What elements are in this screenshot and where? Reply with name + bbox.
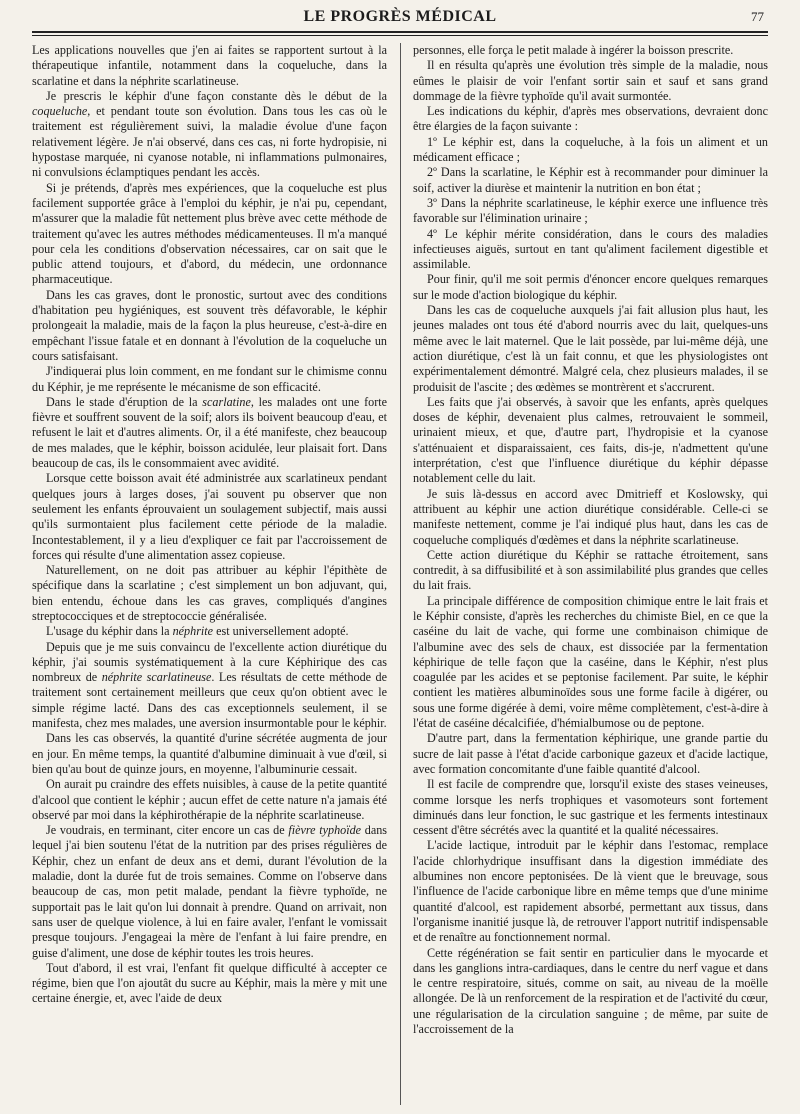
text-run: , les malades ont une forte fièvre et souffrent souvent de la soif; alors ils boivent beaucoup d'eau, et refusent le lait et d'autres aliments. Or, il a été manifeste, chez beaucoup de mes malades, que le képhir, boisson acidulée, leur plaisait fort. Dans beaucoup de cas, ils le consommaient avec avidité. bbox=[32, 394, 387, 471]
paragraph bbox=[32, 731, 387, 777]
text-run: Pour finir, qu'il me soit permis d'énoncer encore quelques remarques sur le mode d'action biologique du képhir. bbox=[413, 272, 768, 302]
right-column bbox=[413, 43, 768, 1105]
paragraph bbox=[32, 471, 387, 563]
italic-term: fièvre typhoïde bbox=[288, 823, 362, 838]
column-divider bbox=[400, 43, 401, 1105]
text-run: Il en résulta qu'après une évolution très simple de la maladie, nous eûmes le plaisir de voir l'enfant sortir sain et sauf et sans grand dommage de la fièvre typhoïde qu'il avait surmontée. bbox=[413, 58, 768, 103]
text-run: On aurait pu craindre des effets nuisibles, à cause de la petite quantité d'alcool que contient le képhir ; aucun effet de cette nature n'a jamais été observé par moi dans la képhirothérapie de la néphrite scarlatineuse. bbox=[32, 777, 387, 822]
paragraph bbox=[413, 487, 768, 548]
paragraph bbox=[413, 946, 768, 1038]
journal-title: LE PROGRÈS MÉDICAL bbox=[303, 8, 497, 25]
italic-term: néphrite bbox=[172, 624, 214, 639]
page-number: 77 bbox=[751, 9, 764, 24]
paragraph bbox=[32, 364, 387, 395]
text-run: Je suis là-dessus en accord avec Dmitrieff et Koslowsky, qui attribuent au képhir une action diurétique considérable. Celle-ci se manifeste nettement, comme je l'ai indiqué plus haut, dans les cas de coqueluche compliqués d'œdèmes et dans la néphrite scarlatineuse. bbox=[413, 486, 768, 547]
paragraph bbox=[32, 563, 387, 624]
text-run: Dans le stade d'éruption de la bbox=[46, 394, 203, 409]
text-run: Les indications du képhir, d'après mes observations, devraient donc être élargies de la façon suivante : bbox=[413, 104, 768, 134]
paragraph bbox=[413, 165, 768, 196]
paragraph bbox=[413, 731, 768, 777]
paragraph bbox=[32, 288, 387, 364]
article-body bbox=[32, 43, 768, 1105]
paragraph bbox=[413, 303, 768, 395]
text-run: 3º Dans la néphrite scarlatineuse, le képhir exerce une influence très favorable sur l'élimination urinaire ; bbox=[413, 195, 768, 226]
text-run: Les applications nouvelles que j'en ai faites se rapportent surtout à la thérapeutique infantile, notamment dans la coqueluche, dans la scarlatine et dans la néphrite scarlatineuse. bbox=[32, 43, 387, 88]
italic-term: coqueluche bbox=[32, 104, 88, 119]
paragraph bbox=[413, 594, 768, 732]
text-run: 4º Le képhir mérite considération, dans le cours des maladies infectieuses aiguës, surtout en tant qu'aliment facilement digestible et assimilable. bbox=[413, 226, 768, 272]
text-run: 1º Le képhir est, dans la coqueluche, à la fois un aliment et un médicament efficace ; bbox=[413, 134, 768, 165]
text-run: Dans les cas de coqueluche auxquels j'ai fait allusion plus haut, les jeunes malades ont tous été d'abord nourris avec du lait, quelques-uns même avec le lait maternel. Que le lait possède, par lui-même déjà, une action diurétique, c'est là un fait connu, et que les physiologistes ont expérimentalement démontré. Malgré cela, chez plusieurs malades, il se produisit de l'ascite ; des œdèmes se montrèrent et s'accrurent. bbox=[413, 303, 768, 394]
text-run: Cette régénération se fait sentir en particulier dans le myocarde et dans les ganglions intra-cardiaques, dans le centre du nerf vague et dans le centre respiratoire, situés, comme on sait, au niveau de la moëlle allongée. De là un renforcement de la respiration et de l'activité du cœur, une régularisation de la circulation sanguine ; de même, par suite de l'accroissement de la bbox=[413, 945, 768, 1036]
text-run: J'indiquerai plus loin comment, en me fondant sur le chimisme connu du Képhir, je me représente le mécanisme de son efficacité. bbox=[32, 364, 387, 394]
text-run: Je voudrais, en terminant, citer encore un cas de bbox=[46, 823, 289, 838]
paragraph bbox=[32, 823, 387, 961]
text-run: Dans les cas observés, la quantité d'urine sécrétée augmenta de jour en jour. En même temps, la quantité d'albumine diminuait à vue d'œil, si bien qu'au bout de quinze jours, en moyenne, l'albuminurie cessait. bbox=[32, 731, 387, 776]
paragraph bbox=[413, 395, 768, 487]
text-run: 2º Dans la scarlatine, le Képhir est à recommander pour diminuer la soif, activer la diurèse et maintenir la nutrition en bon état ; bbox=[413, 165, 768, 195]
paragraph bbox=[32, 777, 387, 823]
paragraph bbox=[413, 548, 768, 594]
italic-term: scarlatine bbox=[202, 394, 251, 409]
paragraph bbox=[413, 196, 768, 227]
left-column bbox=[32, 43, 387, 1105]
text-run: Lorsque cette boisson avait été administrée aux scarlatineux pendant quelques jours à larges doses, j'ai souvent pu observer que non seulement les enfants éprouvaient un soulagement subjectif, mais aussi qu'ils surmontaient plus facilement cette période de la maladie. Incontestablement, il y a lieu d'expliquer ce fait par l'accroissement de forces qui résulte d'une alimentation assez copieuse. bbox=[32, 471, 387, 562]
text-run: Cette action diurétique du Képhir se rattache étroitement, sans contredit, à sa diffusibilité et à son assimilabilité plus grandes que celles du lait frais. bbox=[413, 547, 768, 593]
text-run: Tout d'abord, il est vrai, l'enfant fit quelque difficulté à accepter ce régime, bien que l'on ajoutât du sucre au Képhir, mais la mère y mit une certaine énergie, et, avec l'aide de deux bbox=[32, 960, 387, 1006]
header-rule bbox=[32, 31, 768, 36]
text-run: dans lequel j'ai bien soutenu l'état de la nutrition par des prises régulières de Képhir, chez un enfant de deux ans et demi, durant l'évolution de la maladie, dont la durée fut de trois semaines. Comme on l'observe dans beaucoup de cas, mon petit malade, pendant la fièvre typhoïde, ne supportait pas le lait qu'on lui donnait à prendre. Quand on arrivait, non sans user de quelque violence, à lui en faire avaler, l'enfant le vomissait presque toujours. J'engageai la mère de l'enfant à lui faire prendre, en guise d'aliment, une dose de képhir toutes les trois heures. bbox=[32, 823, 387, 960]
text-run: L'usage du képhir dans la bbox=[46, 624, 173, 639]
paragraph bbox=[32, 89, 387, 181]
paragraph bbox=[413, 777, 768, 838]
italic-term: néphrite scarlatineuse bbox=[101, 670, 212, 685]
paragraph bbox=[32, 624, 387, 639]
paragraph bbox=[32, 640, 387, 732]
paragraph bbox=[32, 43, 387, 89]
paragraph bbox=[413, 104, 768, 135]
text-run: Depuis que je me suis convaincu de l'excellente action diurétique du képhir, j'ai soumis systématiquement à la cure Képhirique des cas nombreux de bbox=[32, 639, 387, 685]
paragraph bbox=[32, 181, 387, 288]
paragraph bbox=[413, 135, 768, 166]
text-run: est universellement adopté. bbox=[213, 624, 349, 639]
text-run: La principale différence de composition chimique entre le lait frais et le Képhir consiste, d'après les recherches du chimiste Biel, en ce que la caséine du lait de vache, qui forme une combinaison chimique de l'albumine avec des sels de chaux, est dissociée par la fermentation képhirique de telle façon que la caséine, dans le Képhir, n'est plus coagulée par les acides et se peptonise facilement. Par suite, le képhir contient les matières albuminoïdes sous une forme facile à digérer, ou sous une forme digérée à demi, voire même complètement, c'est-à-dire à l'état de caséine décalcifiée, d'hémialbumose ou de peptone. bbox=[413, 593, 768, 731]
text-run: D'autre part, dans la fermentation képhirique, une grande partie du sucre de lait passe à l'état d'acide carbonique gazeux et d'acide lactique, avec formation concomitante d'une faible quantité d'alcool. bbox=[413, 731, 768, 776]
paragraph bbox=[32, 395, 387, 471]
running-header bbox=[32, 8, 768, 30]
text-run: Si je prétends, d'après mes expériences, que la coqueluche est plus facilement supportée grâce à l'emploi du képhir, je n'ai pu, cependant, m'assurer que la maladie fût nettement plus brève avec cette méthode de traitement qu'avec les autres méthodes médicamenteuses. Il m'a manqué pour cela les conditions d'observation nécessaires, car on sait que le public attend toujours, et d'abord, du médecin, une ordonnance pharmaceutique. bbox=[32, 180, 387, 287]
paragraph bbox=[413, 838, 768, 945]
text-run: Naturellement, on ne doit pas attribuer au képhir l'épithète de spécifique dans la scarlatine ; c'est simplement un bon adjuvant, qui, bien entendu, échoue dans les cas graves, compliqués d'angines streptococciques et de streptococcie généralisée. bbox=[32, 563, 387, 623]
text-run: L'acide lactique, introduit par le képhir dans l'estomac, remplace l'acide chlorhydrique insuffisant dans la digestion immédiate des albumines non encore peptonisées. De là vient que le breuvage, sous l'influence de l'acide carbonique libre en même temps que d'une minime quantité d'alcool, est rapidement absorbé, permettant aux tissus, dans l'organisme inanitié jusque là, de retrouver l'apport nutritif indispensable et de renaître au fonctionnement normal. bbox=[413, 838, 768, 945]
text-run: Il est facile de comprendre que, lorsqu'il existe des stases veineuses, comme lorsque les nerfs trophiques et vasomoteurs sont fortement diminués dans leur fonction, le suc gastrique et les ferments intestinaux cessent d'être sécrétés avec la quantité et la qualité nécessaires. bbox=[413, 777, 768, 838]
paragraph bbox=[413, 272, 768, 303]
text-run: Je prescris le képhir d'une façon constante dès le début de la bbox=[46, 88, 387, 103]
text-run: personnes, elle força le petit malade à ingérer la boisson prescrite. bbox=[413, 43, 734, 57]
text-run: . Les résultats de cette méthode de traitement sont certainement meilleurs que ceux qu'on obtient avec le simple régime lacté. Dans des cas exceptionnels seulement, il se manifesta, chez mes malades, une aversion insurmontable pour le képhir. bbox=[32, 670, 387, 731]
text-run: , et pendant toute son évolution. Dans tous les cas où le traitement est régulièrement suivi, la maladie évolue d'une façon relativement légère. Je n'ai observé, dans ces cas, ni forte hydropisie, ni hypostase marquée, ni cyanose notable, ni inflammations pulmonaires, ni convulsions éclamptiques pendant les accès. bbox=[32, 104, 387, 180]
text-run: Les faits que j'ai observés, à savoir que les enfants, après quelques doses de képhir, devenaient plus calmes, retrouvaient le sommeil, urinaient mieux, et que, d'autre part, l'hydropisie et la cyanose s'atténuaient et disparaissaient, ces faits, dis-je, n'admettent qu'une interprétation, c'est que l'influence diurétique du képhir dépasse notablement celle du lait. bbox=[413, 394, 768, 486]
paragraph bbox=[413, 43, 768, 58]
text-run: Dans les cas graves, dont le pronostic, surtout avec des conditions d'habitation peu hygiéniques, est souvent très défavorable, le képhir prolongeait la maladie, mais de la façon la plus heureuse, c'est-à-dire en empêchant l'issue fatale et en donnant à l'évolution de la coqueluche un cours satisfaisant. bbox=[32, 287, 387, 363]
paragraph bbox=[413, 58, 768, 104]
paragraph bbox=[413, 227, 768, 273]
paragraph bbox=[32, 961, 387, 1007]
